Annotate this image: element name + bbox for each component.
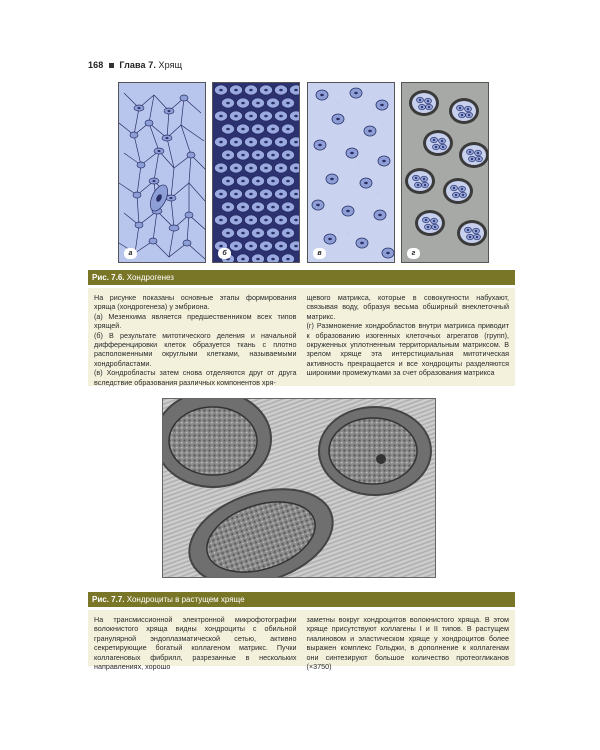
matrix-illustration	[308, 83, 395, 263]
nucleus-shape	[294, 115, 298, 118]
figure-7-6-caption-bar	[88, 270, 515, 285]
nucleus-shape	[219, 193, 223, 196]
nucleus-shape	[279, 219, 283, 222]
nucleus-shape	[249, 115, 253, 118]
nucleus-shape	[294, 89, 298, 92]
chondrocytes-micrograph-image	[163, 399, 436, 578]
lacuna-shape	[426, 133, 450, 153]
nucleus-shape	[336, 118, 340, 120]
figure-7-7-caption-bar	[88, 592, 515, 607]
nucleus-shape	[226, 206, 230, 209]
nucleus-shape	[461, 188, 463, 190]
lacuna-shape	[460, 223, 484, 243]
nucleus-shape	[461, 114, 463, 116]
square-bullet-icon	[109, 63, 114, 68]
figure-panel-d	[401, 82, 489, 263]
nucleus-shape	[294, 167, 298, 170]
nucleus-shape	[234, 141, 238, 144]
nucleus-shape	[234, 167, 238, 170]
nucleus-shape	[469, 236, 471, 238]
nucleus-shape	[279, 245, 283, 248]
nucleus-shape	[256, 154, 260, 157]
nucleus-shape	[271, 180, 275, 183]
nucleus-shape	[318, 144, 322, 146]
nucleus-shape	[441, 140, 443, 142]
nucleus-shape	[286, 232, 290, 235]
figure-7-7-caption-text	[88, 610, 515, 672]
nucleus-shape	[382, 160, 386, 162]
mesenchyme-illustration	[119, 83, 206, 263]
figure-7-7-title: Хондроциты в растущем хряще	[126, 595, 245, 604]
nucleus-shape	[386, 252, 390, 254]
nucleus-shape	[234, 245, 238, 248]
nucleus-shape	[360, 242, 364, 244]
nucleus-shape	[286, 154, 290, 157]
nucleus-shape	[286, 102, 290, 105]
nucleus-shape	[364, 182, 368, 184]
nucleus-shape	[294, 219, 298, 222]
nucleus-shape	[256, 232, 260, 235]
nucleus-shape	[433, 139, 435, 141]
nucleus-shape	[219, 167, 223, 170]
figure-panel-a	[118, 82, 206, 263]
nucleus-shape	[279, 167, 283, 170]
nucleus-shape	[234, 193, 238, 196]
nucleus-shape	[219, 245, 223, 248]
nucleus-shape	[477, 152, 479, 154]
nucleus-shape	[271, 232, 275, 235]
panel-label-b: б	[218, 248, 231, 259]
nucleus-shape	[249, 89, 253, 92]
nucleus-shape	[320, 94, 324, 96]
caption-paragraph: На рисунке показаны основные этапы формирования хряща (хондрогенеза) у эмбриона.	[94, 293, 297, 312]
lacuna-shape	[462, 145, 486, 165]
nucleus-shape	[256, 206, 260, 209]
nucleus-shape	[241, 180, 245, 183]
chondroblasts-illustration	[213, 83, 300, 263]
nucleus-shape	[286, 206, 290, 209]
nucleus-shape	[469, 151, 471, 153]
nucleus-shape	[346, 210, 350, 212]
nucleus-shape	[271, 102, 275, 105]
nucleus-shape	[316, 204, 320, 206]
nucleus-shape	[249, 141, 253, 144]
nucleus-shape	[249, 167, 253, 170]
page-number: 168	[88, 60, 104, 70]
nucleus-shape	[427, 100, 429, 102]
nucleus-shape	[467, 229, 469, 231]
nucleus-shape	[256, 102, 260, 105]
nucleus-shape	[468, 114, 470, 116]
nucleus-shape	[264, 115, 268, 118]
nucleus-shape	[286, 180, 290, 183]
nucleus-shape	[271, 154, 275, 157]
nucleus-shape	[264, 89, 268, 92]
nucleus-shape	[256, 180, 260, 183]
nucleus-shape	[476, 236, 478, 238]
nucleus-shape	[475, 230, 477, 232]
caption-paragraph: На трансмиссионной электронной микрофотографии волокнистого хряща видны хондроциты с обильной гранулярной эндоплазматической сетью, активно секретирующие богатый коллагеном матрикс. Пучки коллагеновых фибрилл, разрезанные в нескольких направлениях, хорошо	[94, 615, 297, 672]
nucleus-shape	[264, 167, 268, 170]
nucleus-shape	[241, 206, 245, 209]
nucleus-shape	[442, 146, 444, 148]
nucleus-shape	[241, 128, 245, 131]
lacuna-shape	[452, 101, 476, 121]
nucleus-shape	[249, 193, 253, 196]
isogenous-groups-illustration	[402, 83, 489, 263]
caption-paragraph: (б) В результате митотического деления и начальной дифференцировки клеток образуется ткань с плотно расположенными округлыми клетками, называемыми хондробластами.	[94, 330, 297, 368]
nucleus-shape	[249, 219, 253, 222]
figure-panel-b	[212, 82, 300, 263]
caption-column-left	[94, 293, 297, 387]
nucleus-shape	[467, 108, 469, 110]
nucleus-shape	[424, 184, 426, 186]
nucleus-shape	[271, 206, 275, 209]
nucleus-shape	[286, 128, 290, 131]
nucleus-shape	[279, 115, 283, 118]
caption-column-right	[307, 615, 510, 671]
nucleus-shape	[279, 141, 283, 144]
caption-paragraph: (в) Хондробласты затем снова отделяются друг от друга вследствие образования различных компонентов хря-	[94, 368, 297, 387]
nucleus-shape	[219, 141, 223, 144]
lacuna-shape	[446, 181, 470, 201]
nucleus-shape	[294, 245, 298, 248]
nucleus-shape	[421, 106, 423, 108]
nucleus-shape	[462, 194, 464, 196]
nucleus-shape	[219, 89, 223, 92]
figure-panel-c	[307, 82, 395, 263]
nucleus-shape	[286, 258, 290, 261]
nucleus-shape	[433, 220, 435, 222]
nucleus-shape	[226, 128, 230, 131]
electron-micrograph	[162, 398, 436, 578]
chapter-label: Глава 7.	[119, 60, 156, 70]
panel-label-d: г	[407, 248, 420, 259]
nucleus-shape	[241, 154, 245, 157]
nucleus-shape	[241, 258, 245, 261]
nucleus-shape	[459, 107, 461, 109]
caption-column-left	[94, 615, 297, 671]
nucleus-shape	[264, 141, 268, 144]
nucleus-shape	[279, 193, 283, 196]
nucleus-shape	[264, 219, 268, 222]
nucleus-shape	[417, 184, 419, 186]
nucleus-shape	[226, 232, 230, 235]
nucleus-shape	[380, 104, 384, 106]
nucleus-shape	[415, 177, 417, 179]
nucleus-shape	[234, 219, 238, 222]
running-header	[88, 60, 182, 70]
nucleus-shape	[428, 106, 430, 108]
nucleus-shape	[226, 180, 230, 183]
nucleus-shape	[241, 102, 245, 105]
nucleus-shape	[427, 226, 429, 228]
nucleus-shape	[330, 178, 334, 180]
lacuna-shape	[408, 171, 432, 191]
figure-7-7-number: Рис. 7.7.	[92, 595, 125, 604]
nucleus-shape	[294, 141, 298, 144]
nucleus-shape	[425, 219, 427, 221]
nucleus-shape	[354, 92, 358, 94]
nucleus-shape	[264, 245, 268, 248]
nucleus-shape	[219, 219, 223, 222]
nucleus-shape	[234, 115, 238, 118]
panel-label-c: в	[313, 248, 326, 259]
nucleus-shape	[226, 154, 230, 157]
nucleus-shape	[328, 238, 332, 240]
nucleus-shape	[419, 99, 421, 101]
lacuna-shape	[412, 93, 436, 113]
figure-7-6-title: Хондрогенез	[126, 273, 174, 282]
nucleus-shape	[435, 146, 437, 148]
caption-paragraph: щевого матрикса, которые в совокупности набухают, связывая воду, образуя весьма обширный внеклеточный матрикс.	[306, 293, 509, 321]
nucleus-shape	[256, 128, 260, 131]
nucleus-shape	[234, 89, 238, 92]
nucleus-shape	[271, 128, 275, 131]
nucleus-shape	[249, 245, 253, 248]
nucleus-shape	[264, 193, 268, 196]
nucleus-shape	[434, 226, 436, 228]
panel-label-a: а	[124, 248, 137, 259]
figure-7-6-number: Рис. 7.6.	[92, 273, 125, 282]
nucleus-shape	[350, 152, 354, 154]
nucleus-shape	[471, 158, 473, 160]
chapter-name: Хрящ	[158, 60, 183, 70]
nucleus-shape	[271, 258, 275, 261]
caption-paragraph: (а) Мезенхима является предшественником всех типов хрящей.	[94, 311, 297, 331]
nucleus-shape	[478, 158, 480, 160]
nucleus-shape	[378, 214, 382, 216]
nucleus-shape	[256, 258, 260, 261]
nucleus-shape	[368, 130, 372, 132]
figure-7-6-caption-text	[88, 288, 515, 386]
nucleus-shape	[423, 178, 425, 180]
caption-paragraph: заметны вокруг хондроцитов волокнистого хряща. В этом хряще присутствуют коллагены I и II типов. В растущем гиалиновом и эластическом хряще у хондроцитов более выражен комплекс Гольджи, в дополнение к коллагенам они синтезируют большое количество протеогликанов (×3750)	[306, 615, 509, 672]
nucleus-shape	[241, 232, 245, 235]
nucleus-shape	[455, 194, 457, 196]
caption-paragraph: (г) Размножение хондробластов внутри матрикса приводит к образованию изогенных клеточных агрегатов (групп), окруженных уплотненным территориальным матриксом. В зрелом хряще эта интерстициальная митотическая активность прекращается и все хондроциты разделяются широкими промежутками за счет образования матрикса	[306, 321, 509, 378]
nucleus-shape	[219, 115, 223, 118]
nucleus-shape	[294, 193, 298, 196]
nucleus-shape	[226, 102, 230, 105]
caption-column-right	[307, 293, 510, 387]
nucleus-shape	[279, 89, 283, 92]
nucleus-shape	[453, 187, 455, 189]
lacuna-shape	[418, 213, 442, 233]
